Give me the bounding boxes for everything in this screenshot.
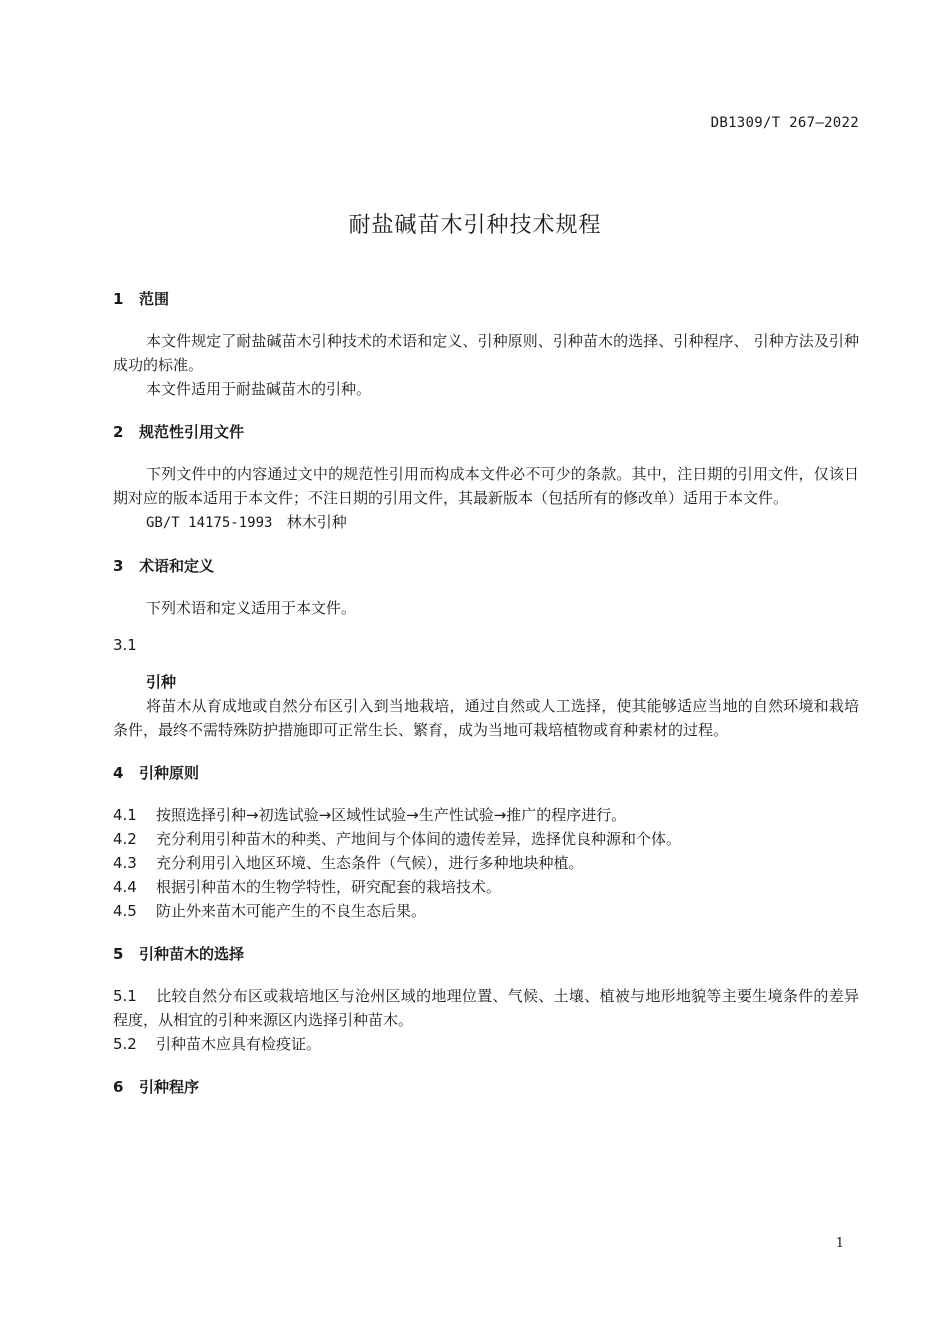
term-definition: 将苗木从育成地或自然分布区引入到当地栽培，通过自然或人工选择，使其能够适应当地的自然环境和栽培条件，最终不需特殊防护措施即可正常生长、繁育，成为当地可栽培植物或育种素材的过程。 — [113, 697, 859, 739]
clause-text: 按照选择引种→初选试验→区域性试验→生产性试验→推广的程序进行。 — [156, 806, 627, 824]
clause-number: 4.4 — [113, 878, 137, 896]
reference-title: 林木引种 — [286, 513, 347, 531]
section-heading-terms — [113, 555, 859, 576]
clause-item — [113, 851, 859, 875]
clause-item — [113, 875, 859, 899]
paragraph: 本文件适用于耐盐碱苗木的引种。 — [146, 380, 372, 398]
clause-text: 充分利用引入地区环境、生态条件（气候），进行多种地块种植。 — [156, 854, 584, 872]
paragraph: 本文件规定了耐盐碱苗木引种技术的术语和定义、引种原则、引种苗木的选择、引种程序、 引种方法及引种成功的标准。 — [113, 332, 859, 374]
clause-number: 4.3 — [113, 854, 137, 872]
reference-code: GB/T 14175-1993 — [146, 515, 273, 531]
document-title: 耐盐碱苗木引种技术规程 — [348, 213, 602, 238]
paragraph: 下列术语和定义适用于本文件。 — [146, 599, 357, 617]
section-heading-normative-references — [113, 421, 859, 442]
clause-number: 5.1 — [113, 987, 137, 1005]
section-heading-principles — [113, 762, 859, 783]
section-heading-procedure — [113, 1076, 859, 1097]
clause-item — [113, 899, 859, 923]
section-heading-seedling-selection — [113, 943, 859, 964]
section-number: 2 — [113, 423, 124, 441]
section-title: 术语和定义 — [139, 557, 215, 575]
section-title: 引种原则 — [139, 764, 200, 782]
section-title: 引种苗木的选择 — [139, 945, 245, 963]
section-number: 1 — [113, 290, 124, 308]
subclause-number: 3.1 — [113, 636, 137, 654]
section-number: 5 — [113, 945, 124, 963]
clause-item — [113, 1032, 859, 1056]
clause-item — [113, 803, 859, 827]
clause-number: 4.2 — [113, 830, 137, 848]
page-number: 1 — [835, 1236, 844, 1251]
clause-text: 比较自然分布区或栽培地区与沧州区域的地理位置、气候、土壤、植被与地形地貌等主要生境条件的差异程度，从相宜的引种来源区内选择引种苗木。 — [113, 987, 859, 1029]
clause-item — [113, 827, 859, 851]
clause-number: 4.1 — [113, 806, 137, 824]
section-title: 引种程序 — [139, 1078, 200, 1096]
clause-text: 根据引种苗木的生物学特性，研究配套的栽培技术。 — [156, 878, 502, 896]
section-title: 规范性引用文件 — [139, 423, 245, 441]
section-heading-scope — [113, 288, 859, 309]
clause-number: 4.5 — [113, 902, 137, 920]
section-number: 3 — [113, 557, 124, 575]
section-number: 6 — [113, 1078, 124, 1096]
document-body — [113, 288, 859, 1097]
clause-item — [113, 984, 859, 1032]
reference-entry — [113, 510, 859, 535]
section-title: 范围 — [139, 290, 170, 308]
clause-text: 充分利用引种苗木的种类、产地间与个体间的遗传差异，选择优良种源和个体。 — [156, 830, 682, 848]
paragraph: 下列文件中的内容通过文中的规范性引用而构成本文件必不可少的条款。其中，注日期的引用文件，仅该日期对应的版本适用于本文件；不注日期的引用文件，其最新版本（包括所有的修改单）适用于本文件。 — [113, 465, 859, 507]
clause-text: 引种苗木应具有检疫证。 — [156, 1035, 322, 1053]
term-name: 引种 — [146, 673, 177, 691]
clause-number: 5.2 — [113, 1035, 137, 1053]
section-number: 4 — [113, 764, 124, 782]
clause-text: 防止外来苗木可能产生的不良生态后果。 — [156, 902, 427, 920]
standard-code: DB1309/T 267—2022 — [710, 115, 859, 131]
